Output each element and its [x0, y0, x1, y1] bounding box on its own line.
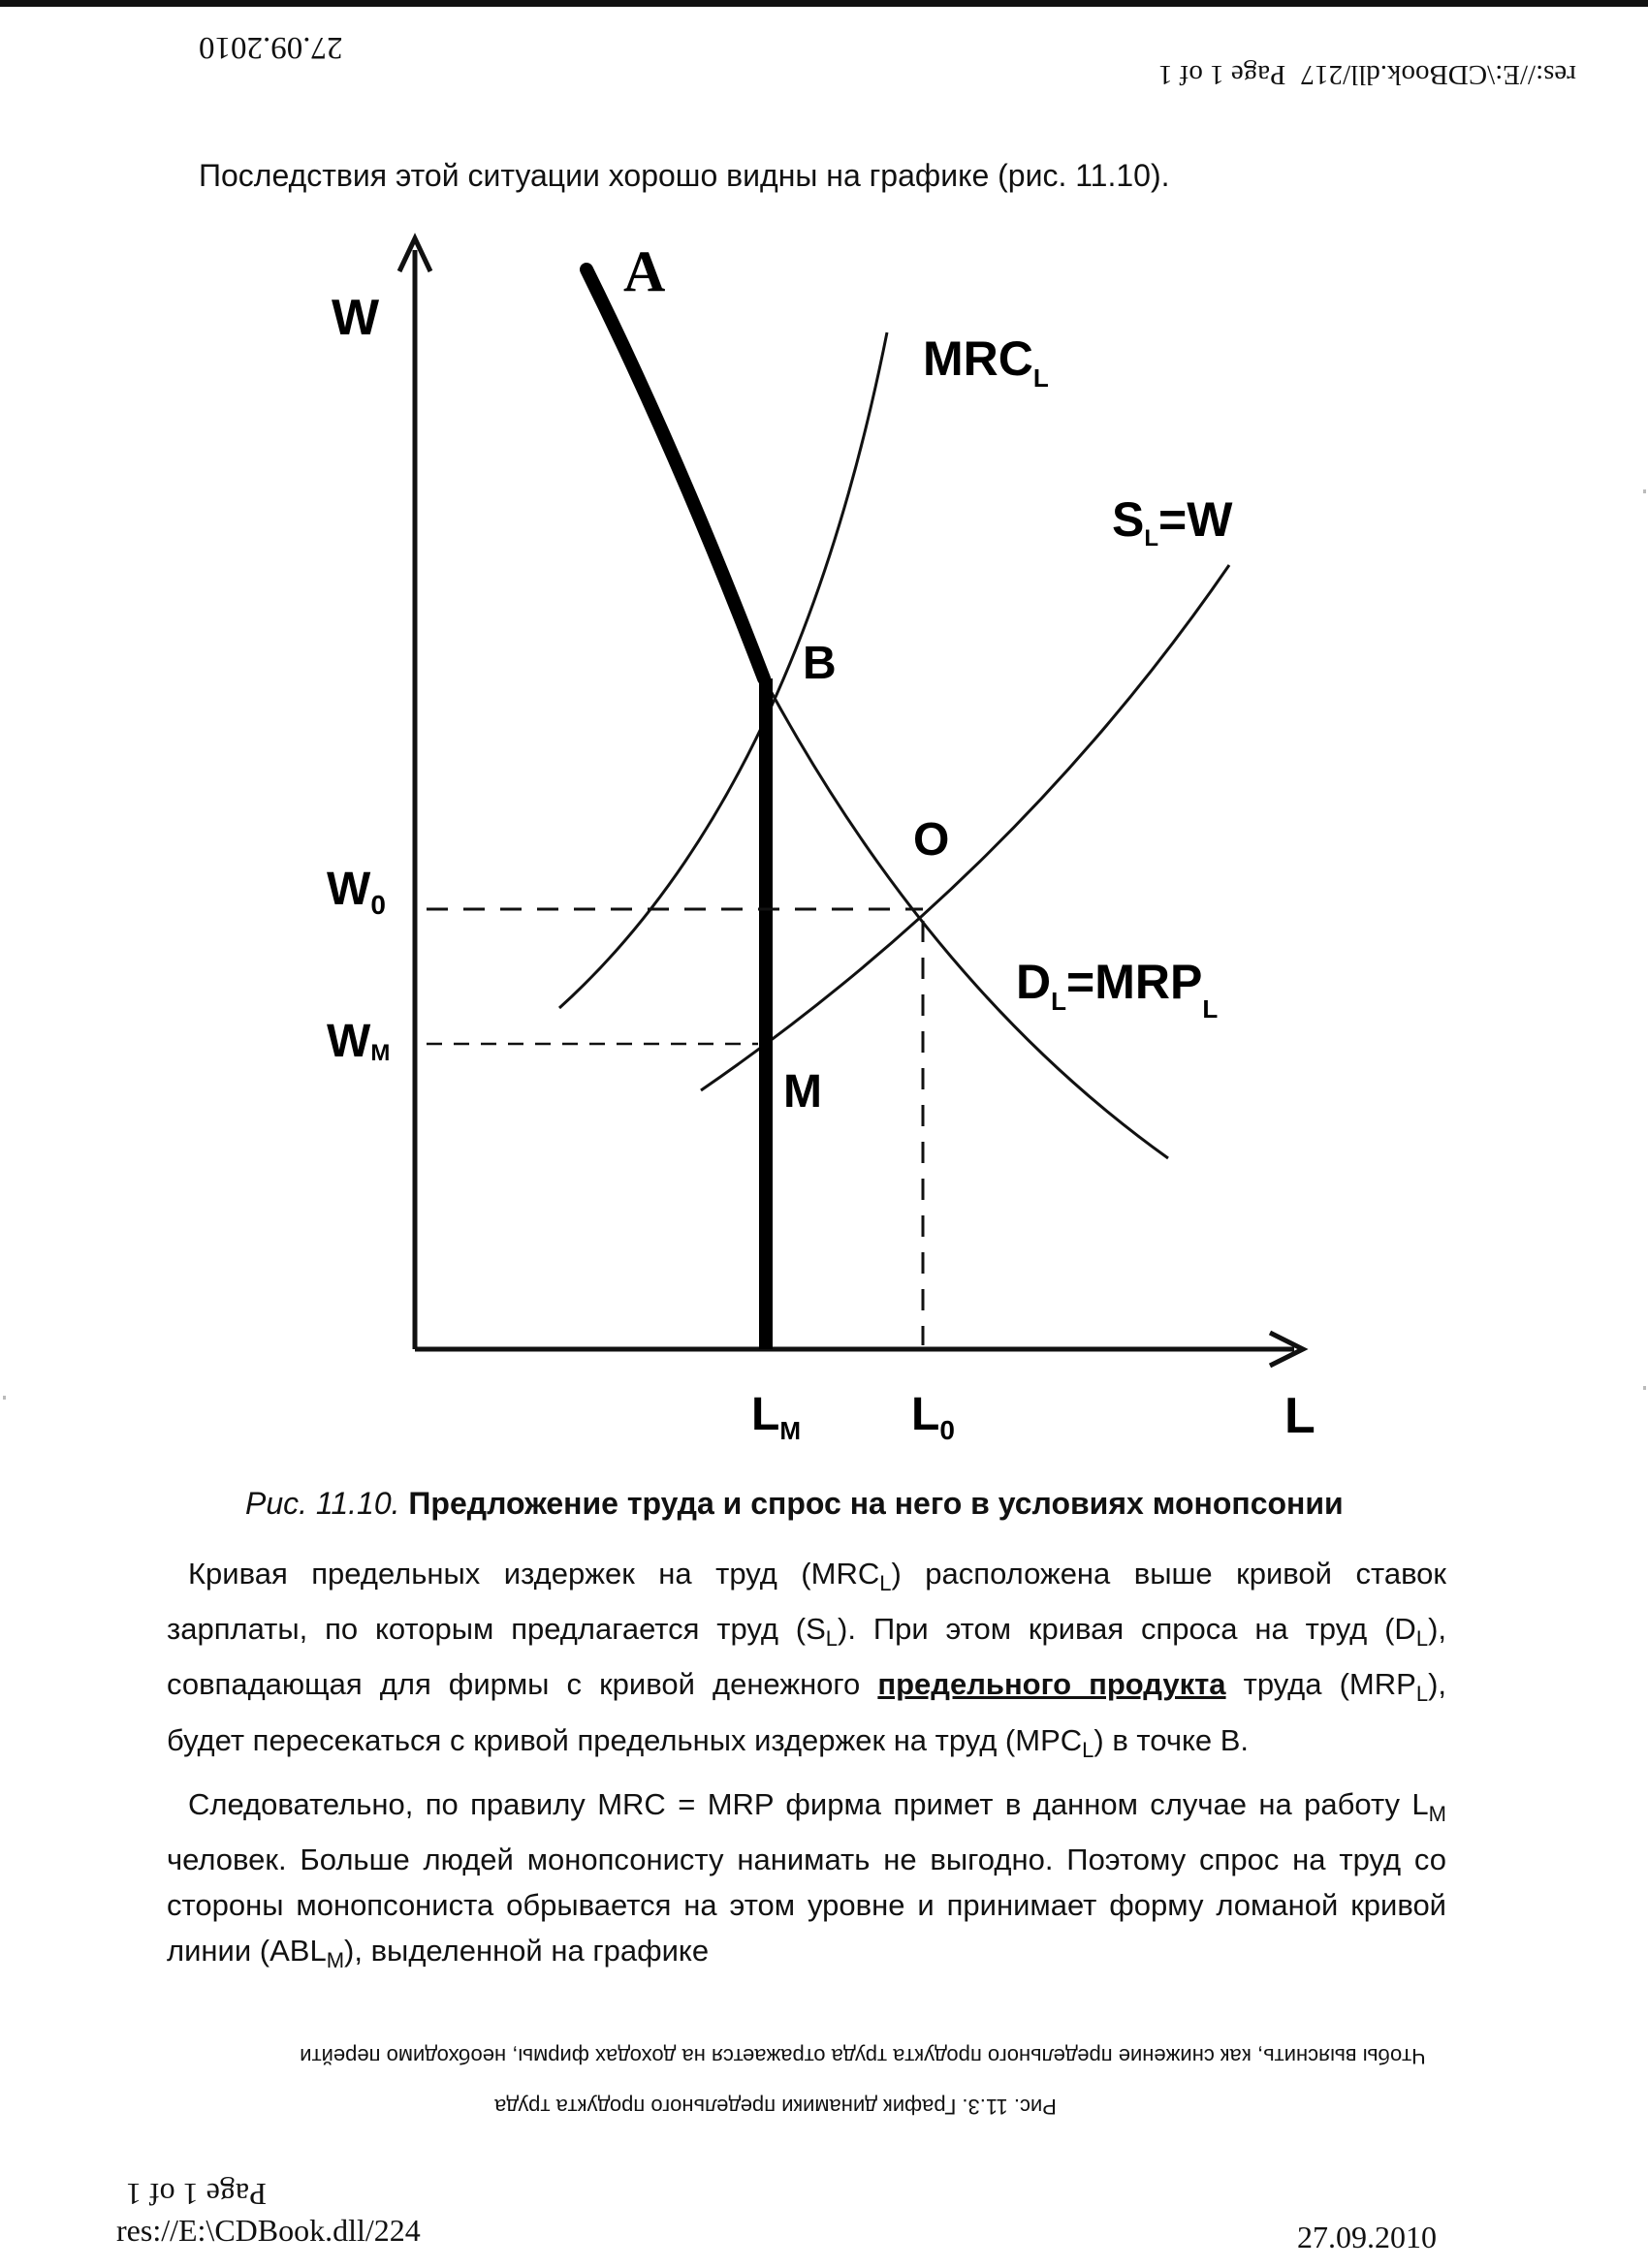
curve-label-mrc: $MRC_L$ — [923, 331, 1049, 393]
monopsony-demand-bold — [586, 269, 764, 678]
axis-label-w: W — [332, 290, 380, 346]
header-page-text: Page 1 of 1 — [1158, 59, 1286, 90]
footer-page-number: Page 1 of 1 — [126, 2177, 267, 2212]
caption-number: Рис. 11.10. — [245, 1486, 400, 1521]
curve-label-supply: $S_L=W$ — [1112, 492, 1233, 551]
label-l0: $L_0$ — [911, 1389, 955, 1445]
label-w0: $W_0$ — [327, 864, 386, 920]
point-label-o: O — [913, 814, 950, 866]
scan-speck — [1643, 1386, 1646, 1390]
paragraph-mrc-explanation: Кривая предельных издержек на труд $(MRC_L)$ расположена выше кривой ставок зарплаты, по которым предлагается труд $(S_L)$. При этом кривая спроса на труд $(D_L)$, совпадающая для фирмы с кривой денежного предельного продукта труда $(MRP_L)$, будет пересекаться с кривой предельных издержек на труд $(MPC_L)$ в точке B. — [167, 1557, 1446, 1762]
marginal-product-link[interactable]: предельного продукта — [877, 1667, 1226, 1702]
mrc-curve — [559, 332, 887, 1008]
scan-speck — [1643, 489, 1646, 493]
label-wm: WM — [327, 1016, 391, 1067]
footer-mirrored-text-1: Чтобы выяснить, как снижение предельного продукта труда отражается на доходах фирмы, необходимо перейти — [300, 2044, 1426, 2068]
point-label-m: M — [783, 1066, 822, 1118]
point-label-b: B — [803, 638, 837, 689]
supply-curve — [701, 565, 1229, 1090]
label-lm: $L_M$ — [751, 1389, 801, 1445]
axis-label-l: L — [1284, 1388, 1315, 1444]
footer-mirrored-text-2: Рис. 11.3. График динамики предельного продукта труда — [494, 2095, 1057, 2119]
header-url-text: res://E:\CDBook.dll/217 — [1300, 59, 1576, 90]
scan-speck — [3, 1396, 6, 1400]
figure-caption — [245, 1486, 1344, 1522]
paragraph-hiring-rule: Следовательно, по правилу MRC = MRP фирма примет в данном случае на работу $L_M$ человек. Больше людей монопсонисту нанимать не выгодно. Поэтому спрос на труд со стороны монопсониста обрывается на этом уровне и принимает форму ломаной кривой линии $(ABL_M)$, выделенной на графике — [167, 1787, 1446, 1973]
curve-label-demand: $D_L=MRP_L$ — [1016, 955, 1219, 1024]
intro-text: Последствия этой ситуации хорошо видны на графике (рис. 11.10). — [199, 158, 1170, 193]
point-label-a: A — [623, 239, 666, 303]
caption-title: Предложение труда и спрос на него в условиях монопсонии — [408, 1486, 1344, 1521]
footer-res-url: res://E:\CDBook.dll/224 — [116, 2213, 421, 2248]
demand-curve — [764, 678, 1168, 1158]
footer-date: 27.09.2010 — [1297, 2220, 1437, 2254]
header-date-mirrored: 27.09.2010 — [199, 30, 343, 65]
